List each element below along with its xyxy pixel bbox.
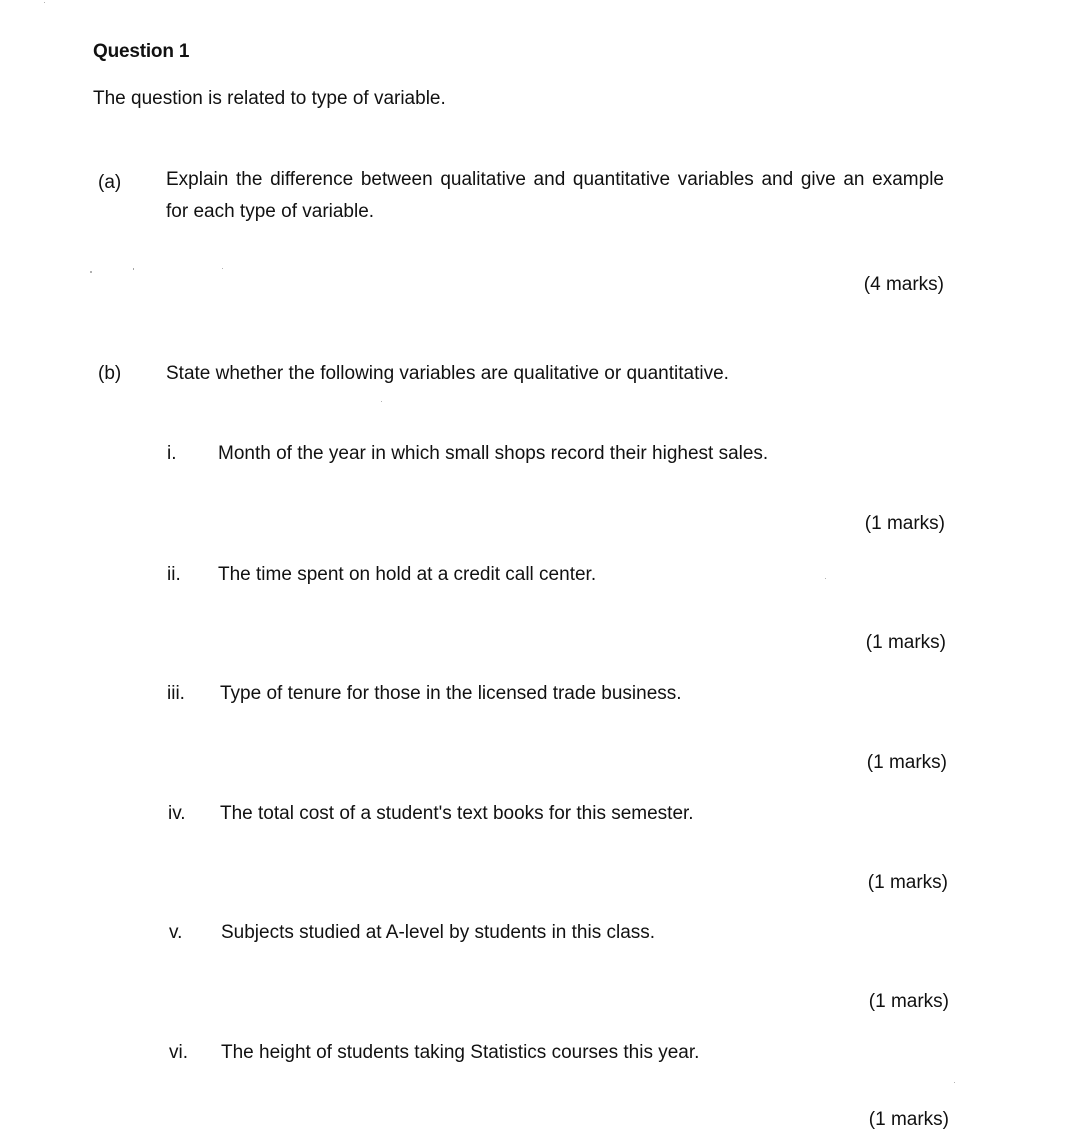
item-numeral: iv. bbox=[168, 803, 186, 824]
item-text: Month of the year in which small shops record their highest sales. bbox=[218, 443, 769, 464]
item-marks: (1 marks) bbox=[868, 991, 949, 1012]
item-numeral: iii. bbox=[167, 683, 185, 704]
scan-speck bbox=[90, 271, 92, 273]
item-numeral: vi. bbox=[169, 1042, 188, 1063]
item-text: The time spent on hold at a credit call center. bbox=[218, 564, 597, 585]
part-b-label: (b) bbox=[98, 363, 122, 384]
scan-speck bbox=[222, 268, 223, 269]
scan-speck bbox=[133, 268, 134, 270]
item-numeral: ii. bbox=[167, 564, 181, 585]
part-b-text: State whether the following variables are qualitative or quantitative. bbox=[166, 363, 729, 384]
item-marks: (1 marks) bbox=[868, 1109, 949, 1130]
item-numeral: v. bbox=[169, 922, 183, 943]
part-a-label: (a) bbox=[98, 172, 122, 193]
item-numeral: i. bbox=[167, 443, 177, 464]
item-text: Subjects studied at A-level by students in this class. bbox=[221, 922, 656, 943]
scan-speck bbox=[825, 578, 826, 579]
question-title: Question 1 bbox=[93, 41, 190, 62]
item-text: Type of tenure for those in the licensed trade business. bbox=[220, 683, 682, 704]
item-marks: (1 marks) bbox=[865, 632, 946, 653]
part-a-text: Explain the difference between qualitative and quantitative variables and give an example for each type of variable. bbox=[166, 169, 944, 222]
scan-speck bbox=[44, 2, 45, 3]
item-text: The height of students taking Statistics courses this year. bbox=[221, 1042, 700, 1063]
item-marks: (1 marks) bbox=[864, 513, 945, 534]
part-a-marks: (4 marks) bbox=[863, 274, 944, 295]
item-marks: (1 marks) bbox=[867, 872, 948, 893]
scan-speck bbox=[954, 1082, 955, 1083]
question-intro: The question is related to type of variable. bbox=[93, 88, 446, 109]
item-text: The total cost of a student's text books for this semester. bbox=[220, 803, 694, 824]
item-marks: (1 marks) bbox=[866, 752, 947, 773]
scan-speck bbox=[381, 401, 382, 402]
